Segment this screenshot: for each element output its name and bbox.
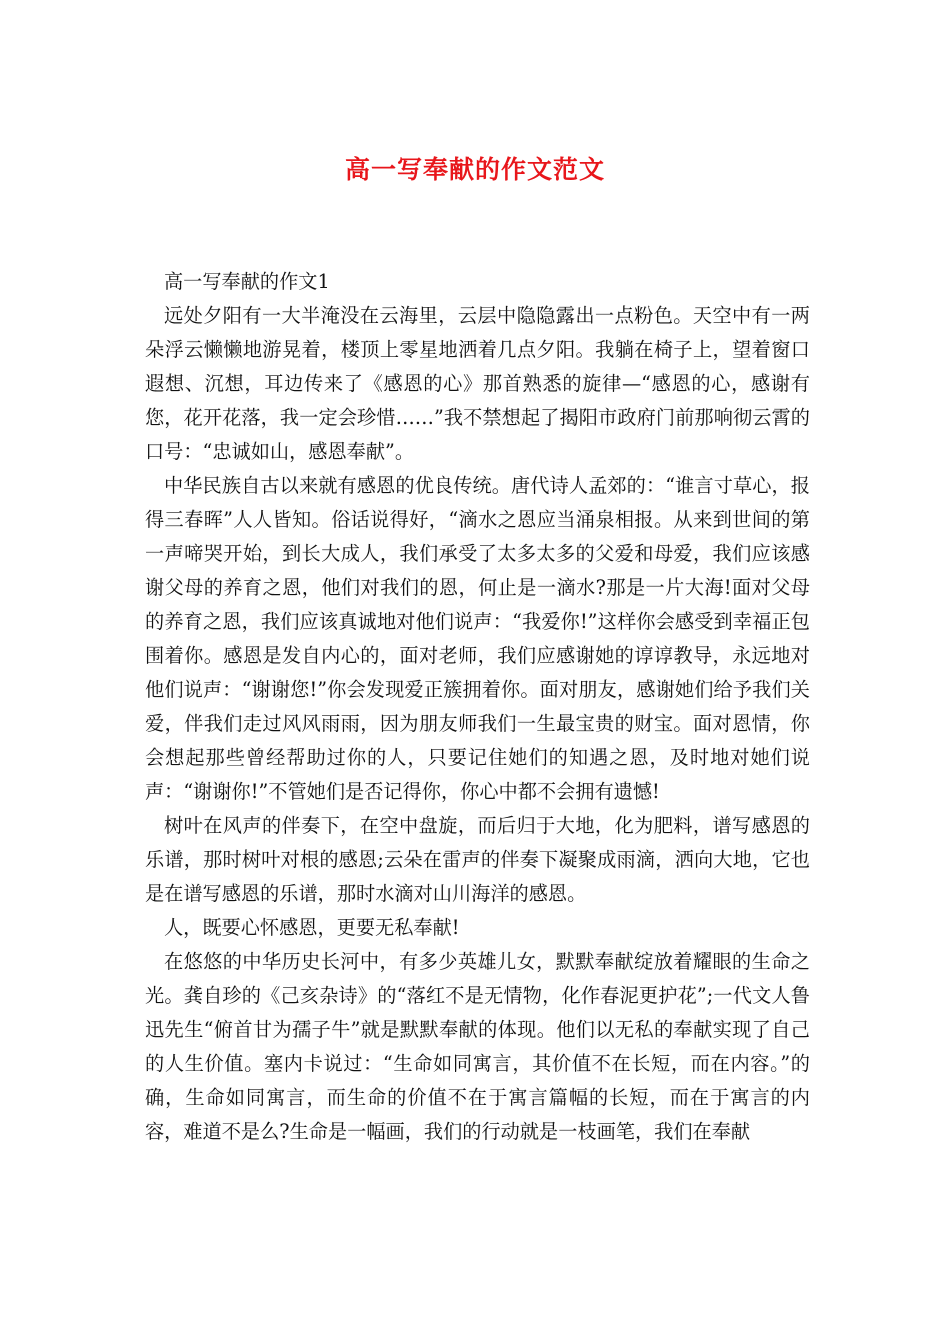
document-body (145, 265, 810, 1149)
paragraph: 人，既要心怀感恩，更要无私奉献! (164, 916, 460, 939)
paragraph: 树叶在风声的伴奏下，在空中盘旋，而后归于大地，化为肥料，谱写感恩的乐谱，那时树叶对根的感恩;云朵在雷声的伴奏下凝聚成雨滴，洒向大地，它也是在谱写感恩的乐谱，那时水滴对山川海洋的感恩。 (145, 814, 810, 905)
document-title: 高一写奉献的作文范文 (344, 155, 605, 184)
section-heading: 高一写奉献的作文1 (164, 270, 330, 293)
paragraph: 远处夕阳有一大半淹没在云海里，云层中隐隐露出一点粉色。天空中有一两朵浮云懒懒地游晃着，楼顶上零星地洒着几点夕阳。我躺在椅子上，望着窗口遐想、沉想，耳边传来了《感恩的心》那首熟悉的旋律—“感恩的心，感谢有您，花开花落，我一定会珍惜……”我不禁想起了揭阳市政府门前那响彻云霄的口号：“忠诚如山，感恩奉献”。 (145, 304, 810, 463)
paragraph: 在悠悠的中华历史长河中，有多少英雄儿女，默默奉献绽放着耀眼的生命之光。龚自珍的《己亥杂诗》的“落红不是无情物，化作春泥更护花”;一代文人鲁迅先生“俯首甘为孺子牛”就是默默奉献的体现。他们以无私的奉献实现了自己的人生价值。塞内卡说过：“生命如同寓言，其价值不在长短，而在内容。”的确，生命如同寓言，而生命的价值不在于寓言篇幅的长短，而在于寓言的内容，难道不是么?生命是一幅画，我们的行动就是一枝画笔，我们在奉献 (145, 950, 810, 1143)
paragraph: 中华民族自古以来就有感恩的优良传统。唐代诗人孟郊的：“谁言寸草心，报得三春晖”人人皆知。俗话说得好，“滴水之恩应当涌泉相报。从来到世间的第一声啼哭开始，到长大成人，我们承受了太多太多的父爱和母爱，我们应该感谢父母的养育之恩，他们对我们的恩，何止是一滴水?那是一片大海!面对父母的养育之恩，我们应该真诚地对他们说声：“我爱你!”这样你会感受到幸福正包围着你。感恩是发自内心的，面对老师，我们应感谢她的谆谆教导，永远地对他们说声：“谢谢您!”你会发现爱正簇拥着你。面对朋友，感谢她们给予我们关爱，伴我们走过风风雨雨，因为朋友师我们一生最宝贵的财宝。面对恩情，你会想起那些曾经帮助过你的人，只要记住她们的知遇之恩，及时地对她们说声：“谢谢你!”不管她们是否记得你，你心中都不会拥有遗憾! (145, 474, 810, 803)
